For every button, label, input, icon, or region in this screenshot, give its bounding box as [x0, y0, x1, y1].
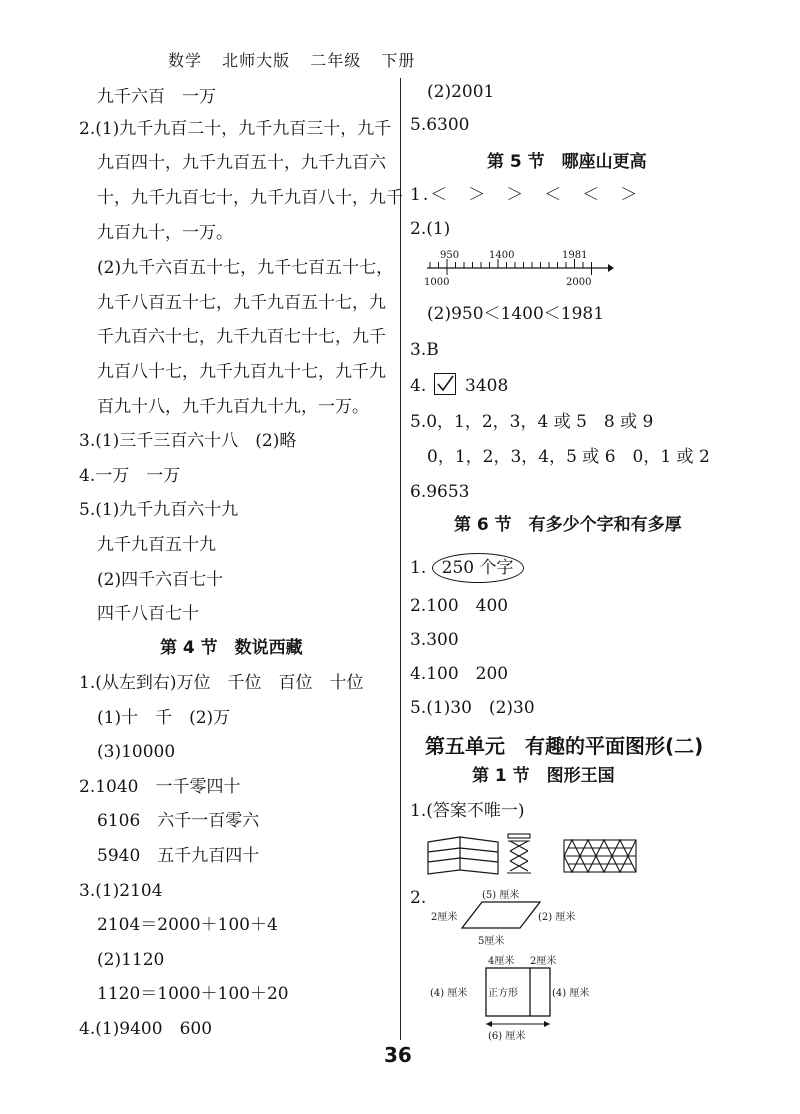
answer-prefix: 4.	[410, 376, 427, 396]
section-title: 第 6 节 有多少个字和有多厚	[454, 515, 682, 535]
answer-line: 4.(1)9400 600	[79, 1019, 213, 1039]
header-subject: 数学	[168, 51, 203, 70]
answer-line: 5940 五千九百四十	[97, 846, 260, 866]
answer-line: 九百四十，九千九百五十，九千九百六	[97, 153, 386, 173]
answer-line: 十，九千九百七十，九千九百八十，九千	[97, 188, 403, 208]
column-divider	[400, 78, 401, 1040]
answer-line: 4.100 200	[410, 664, 509, 684]
parallelogram-left-label: 2厘米	[431, 912, 458, 923]
unit-title: 第五单元 有趣的平面图形(二)	[425, 734, 704, 758]
answer-line: 5.(1)30 (2)30	[410, 698, 535, 718]
answer-line: 6106 六千一百零六	[97, 811, 260, 831]
answer-line: 1.(答案不唯一)	[410, 801, 525, 821]
header-grade: 二年级	[310, 51, 362, 70]
answer-line: 2.(1)	[410, 219, 451, 239]
answer-line: 2.(1)九千九百二十，九千九百三十，九千	[79, 119, 392, 139]
answer-line: 5.6300	[410, 115, 470, 135]
parallelogram-figure	[420, 888, 610, 950]
answer-line: 九千八百五十七，九千九百五十七，九	[97, 293, 386, 313]
section-title: 第 4 节 数说西藏	[160, 638, 303, 658]
answer-line: (3)10000	[97, 742, 176, 762]
page-header	[168, 48, 429, 71]
answer-line: (2)1120	[97, 950, 165, 970]
answer-line: (2)九千六百五十七，九千七百五十七，	[97, 258, 394, 278]
answer-line: 3.300	[410, 630, 459, 650]
parallelogram-top-label: (5) 厘米	[482, 890, 520, 901]
rect-center-label: 正方形	[488, 988, 518, 999]
checkbox-checked-icon	[434, 373, 456, 395]
number-line-label-2000: 2000	[566, 277, 592, 288]
answer-line	[410, 373, 508, 398]
parallelogram-right-label: (2) 厘米	[538, 912, 576, 923]
answer-line: 2.100 400	[410, 596, 509, 616]
answer-line: 1120＝1000＋100＋20	[97, 984, 289, 1004]
answer-line: 0，1，2，3，4，5 或 6 0，1 或 2	[427, 447, 710, 467]
answer-line: 九千六百 一万	[97, 87, 216, 107]
page-number: 36	[384, 1043, 412, 1067]
answer-line: 1.＜ ＞ ＞ ＜ ＜ ＞	[410, 185, 640, 205]
number-line-label-1981: 1981	[562, 250, 588, 261]
answer-line: 5.(1)九千九百六十九	[79, 500, 239, 520]
number-line-label-1400: 1400	[489, 250, 515, 261]
answer-line: (2)2001	[427, 82, 495, 102]
parallelogram-bottom-label: 5厘米	[478, 936, 505, 947]
answer-value: 3408	[465, 376, 509, 396]
answer-line: 九百九十，一万。	[97, 223, 233, 243]
answer-line: 2.	[410, 888, 427, 908]
circled-answer: 250 个字	[432, 553, 524, 583]
answer-prefix: 1.	[410, 558, 427, 578]
answer-line: 3.B	[410, 340, 439, 360]
answer-line: 6.9653	[410, 482, 470, 502]
answer-line: (1)十 千 (2)万	[97, 708, 231, 728]
folded-paper-figure	[424, 834, 504, 876]
number-line-label-950: 950	[440, 250, 460, 261]
answer-line: 九千九百五十九	[97, 535, 216, 555]
answer-line: 1.(从左到右)万位 千位 百位 十位	[79, 673, 364, 693]
answer-line: 4.一万 一万	[79, 466, 181, 486]
header-edition: 北师大版	[222, 51, 291, 70]
answer-line: 3.(1)三千三百六十八 (2)略	[79, 431, 297, 451]
rect-bottom-label: (6) 厘米	[488, 1031, 526, 1042]
answer-line: 5.0，1，2，3，4 或 5 8 或 9	[410, 412, 654, 432]
section-title: 第 5 节 哪座山更高	[487, 152, 647, 172]
answer-line: 百九十八，九千九百九十九，一万。	[97, 397, 369, 417]
rectangle-figure	[428, 952, 608, 1044]
rect-top-left-label: 4厘米	[488, 956, 515, 967]
answer-line	[410, 553, 524, 583]
scissor-lift-figure	[505, 832, 533, 878]
rect-right-label: (4) 厘米	[552, 988, 590, 999]
answer-line: 2104＝2000＋100＋4	[97, 915, 278, 935]
rect-left-label: (4) 厘米	[430, 988, 468, 999]
number-line-label-1000: 1000	[424, 277, 450, 288]
rect-top-right-label: 2厘米	[530, 956, 557, 967]
answer-line: (2)950＜1400＜1981	[427, 304, 605, 324]
answer-line: 千九百六十七，九千九百七十七，九千	[97, 327, 386, 347]
answer-line: 四千八百七十	[97, 604, 199, 624]
answer-line: 2.1040 一千零四十	[79, 777, 241, 797]
answer-line: 3.(1)2104	[79, 881, 163, 901]
number-line-figure	[424, 246, 614, 292]
triangle-lattice-figure	[562, 838, 638, 874]
section-title: 第 1 节 图形王国	[472, 766, 615, 786]
answer-line: 九百八十七，九千九百九十七，九千九	[97, 362, 386, 382]
header-volume: 下册	[381, 51, 416, 70]
answer-line: (2)四千六百七十	[97, 570, 224, 590]
